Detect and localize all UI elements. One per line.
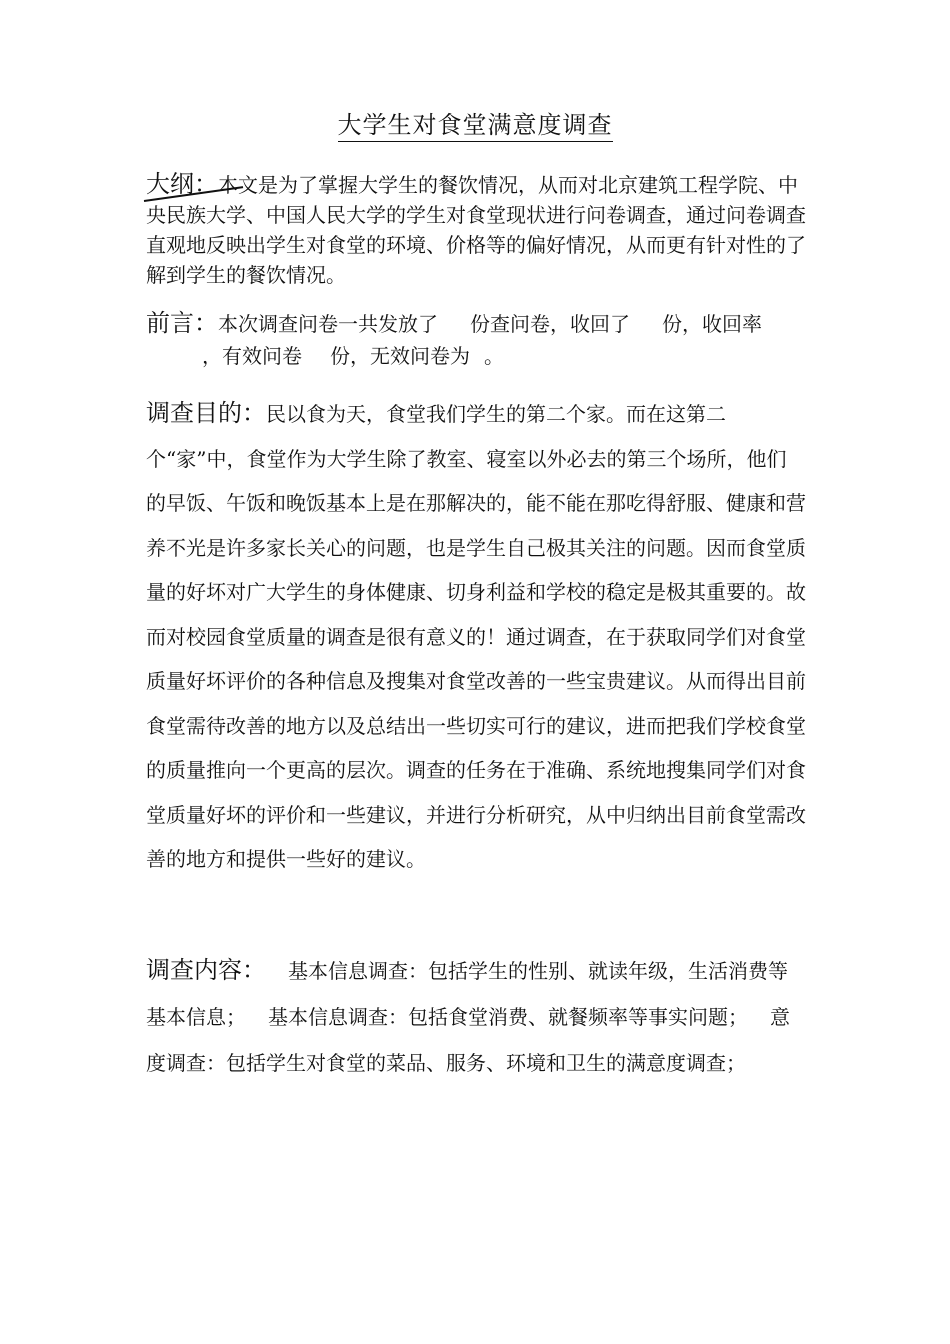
content-item-1: 基本信息调查：包括学生的性别、就读年级，生活消费等基本信息； (146, 959, 788, 1029)
preface-text-5: 份，无效问卷为 (330, 344, 470, 368)
preface-section (146, 308, 806, 373)
content-label: 调查内容： (146, 956, 266, 984)
preface-text-1: 本次调查问卷一共发放了 (218, 312, 438, 336)
document-title (0, 108, 950, 142)
preface-text-4: ，有效问卷 (202, 344, 302, 368)
purpose-label: 调查目的： (146, 399, 266, 427)
purpose-section (146, 392, 806, 883)
content-section (146, 948, 806, 1087)
content-item-2: 基本信息调查：包括食堂消费、就餐频率等事实问题； (268, 1005, 748, 1029)
preface-text-2: 份查问卷，收回了 (470, 312, 630, 336)
outline-text: 本文是为了掌握大学生的餐饮情况，从而对北京建筑工程学院、中央民族大学、中国人民大学的学生对食堂现状进行问卷调查，通过问卷调查直观地反映出学生对食堂的环境、价格等的偏好情况，从而更有针对性的了解到学生的餐饮情况。 (146, 173, 806, 287)
purpose-text: 民以食为天，食堂我们学生的第二个家。而在这第二个“家”中，食堂作为大学生除了教室、寝室以外必去的第三个场所，他们的早饭、午饭和晚饭基本上是在那解决的，能不能在那吃得舒服、健康和营养不光是许多家长关心的问题，也是学生自己极其关注的问题。因而食堂质量的好坏对广大学生的身体健康、切身利益和学校的稳定是极其重要的。故而对校园食堂质量的调查是很有意义的！通过调查，在于获取同学们对食堂质量好坏评价的各种信息及搜集对食堂改善的一些宝贵建议。从而得出目前食堂需待改善的地方以及总结出一些切实可行的建议，进而把我们学校食堂的质量推向一个更高的层次。调查的任务在于准确、系统地搜集同学们对食堂质量好坏的评价和一些建议，并进行分析研究，从中归纳出目前食堂需改善的地方和提供一些好的建议。 (146, 402, 806, 871)
outline-section (146, 170, 806, 291)
outline-label-text: 大纲： (146, 170, 218, 198)
preface-label: 前言： (146, 309, 218, 337)
preface-text-6: 。 (484, 344, 504, 368)
outline-label (146, 170, 218, 198)
preface-text-3: 份，收回率 (662, 312, 762, 336)
content-item-3: 意度调查：包括学生对食堂的菜品、服务、环境和卫生的满意度调查； (146, 1005, 790, 1075)
document-title-text: 大学生对食堂满意度调查 (338, 111, 613, 142)
